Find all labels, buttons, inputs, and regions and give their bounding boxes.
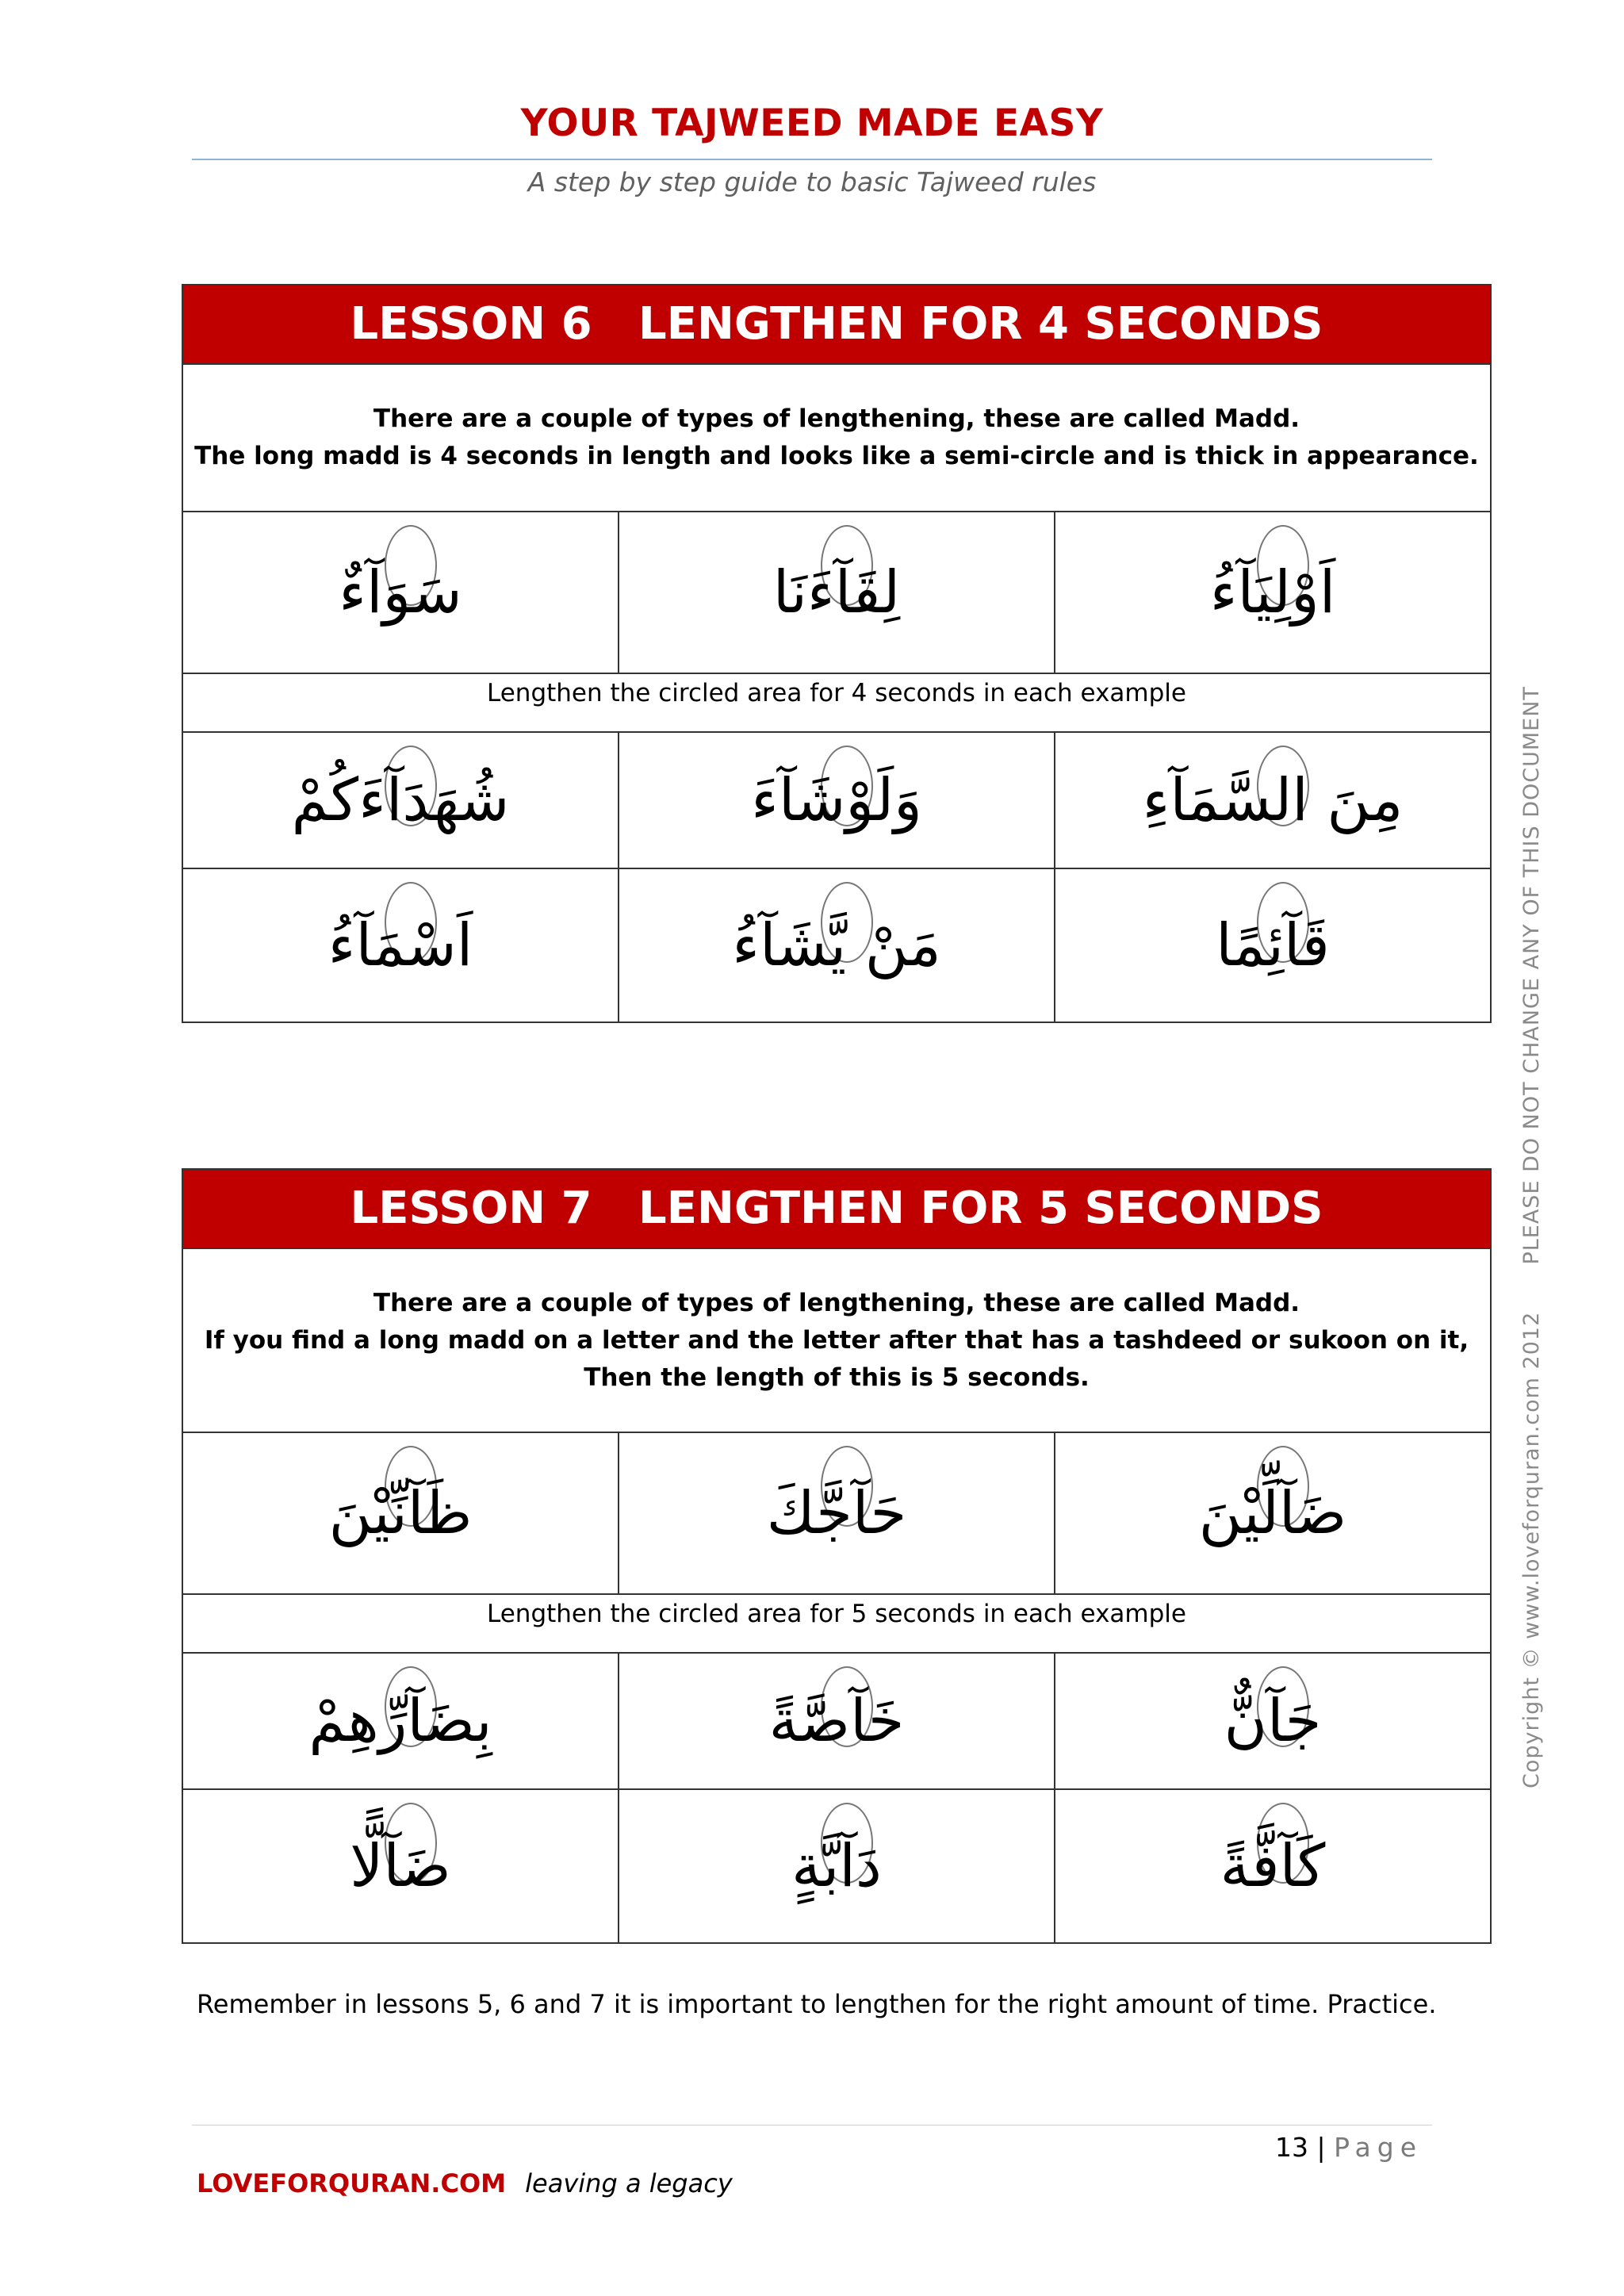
example-cell (1055, 1433, 1490, 1593)
example-cell (1055, 1790, 1490, 1942)
arabic-word: وَلَوْشَآءَ (751, 766, 922, 834)
copyright-text: Copyright © www.loveforquran.com 2012 (1519, 1311, 1544, 1788)
arabic-word: ظَآنِّيْنَ (328, 1479, 473, 1547)
arabic-word: كَآفَّةً (1220, 1832, 1326, 1900)
arabic-word: اَسْمَآءُ (327, 911, 473, 979)
lesson-6-description (183, 365, 1490, 512)
lesson-7-table (182, 1168, 1492, 1944)
arabic-word: لِقَآءَنَا (772, 558, 901, 627)
arabic-word: حَآجَّكَ (766, 1479, 907, 1547)
lesson-7-caption: Lengthen the circled area for 5 seconds in each example (183, 1595, 1490, 1654)
example-cell (183, 1654, 619, 1788)
lesson-7-example-row-1 (183, 1433, 1490, 1595)
lesson-7-title: LESSON 7 LENGTHEN FOR 5 SECONDS (183, 1170, 1490, 1249)
lesson-6-table (182, 284, 1492, 1023)
lesson-6-desc-line-2: The long madd is 4 seconds in length and looks like a semi-circle and is thick in appearance. (194, 442, 1479, 470)
arabic-word: قَآئِمًا (1216, 911, 1330, 979)
document-title: YOUR TAJWEED MADE EASY (520, 102, 1104, 145)
page-word: Page (1334, 2132, 1423, 2163)
example-cell (619, 869, 1055, 1022)
lesson-7-description (183, 1249, 1490, 1433)
example-cell (183, 512, 619, 673)
arabic-word: سَوَآءٌ (339, 558, 462, 627)
page-number (1275, 2132, 1423, 2163)
lesson-6-desc-line-1: There are a couple of types of lengthening, these are called Madd. (373, 404, 1300, 433)
lesson-6-example-row-3 (183, 869, 1490, 1022)
example-cell (183, 1790, 619, 1942)
lesson-7-desc-line-1: There are a couple of types of lengthening, these are called Madd. (373, 1288, 1300, 1317)
do-not-change-warning: PLEASE DO NOT CHANGE ANY OF THIS DOCUMENT (1519, 686, 1544, 1265)
lesson-6-example-row-2 (183, 733, 1490, 869)
brand-tagline: leaving a legacy (525, 2168, 733, 2198)
document-subtitle: A step by step guide to basic Tajweed rules (527, 167, 1097, 197)
footer-brand (197, 2168, 733, 2198)
header-divider (192, 159, 1432, 160)
example-cell (183, 869, 619, 1022)
example-cell (1055, 733, 1490, 868)
page-separator: | (1316, 2132, 1326, 2163)
arabic-word: جَآنٌّ (1224, 1687, 1322, 1755)
arabic-word: بِضَآرِّهِمْ (308, 1687, 492, 1755)
arabic-word: دَآبَّةٍ (791, 1832, 882, 1900)
example-cell (1055, 869, 1490, 1022)
lesson-7-desc-line-2: If you find a long madd on a letter and the letter after that has a tashdeed or sukoon on it, (204, 1325, 1469, 1355)
example-cell (1055, 512, 1490, 673)
example-cell (619, 512, 1055, 673)
side-copyright-notice (1519, 686, 1544, 1788)
lesson-6-caption: Lengthen the circled area for 4 seconds in each example (183, 674, 1490, 733)
brand-name: LOVEFORQURAN.COM (197, 2168, 506, 2198)
example-cell (619, 1433, 1055, 1593)
lesson-7-example-row-3 (183, 1790, 1490, 1942)
example-cell (619, 733, 1055, 868)
practice-note: Remember in lessons 5, 6 and 7 it is important to lengthen for the right amount of time. Practice. (197, 1989, 1437, 2019)
example-cell (619, 1654, 1055, 1788)
arabic-word: ضَآلًّا (350, 1832, 451, 1900)
lesson-6-title: LESSON 6 LENGTHEN FOR 4 SECONDS (183, 286, 1490, 365)
example-cell (619, 1790, 1055, 1942)
example-cell (1055, 1654, 1490, 1788)
arabic-word: اَوْلِيَآءُ (1209, 558, 1336, 627)
example-cell (183, 733, 619, 868)
example-cell (183, 1433, 619, 1593)
arabic-word: خَآصَّةً (768, 1687, 905, 1755)
lesson-7-example-row-2 (183, 1654, 1490, 1790)
page-number-value: 13 (1274, 2132, 1308, 2163)
arabic-word: مِنَ السَّمَآءِ (1142, 766, 1404, 834)
arabic-word: شُهَدَآءَكُمْ (291, 766, 510, 834)
arabic-word: مَنْ يَّشَآءُ (732, 911, 941, 979)
arabic-word: ضَآلِّيْنَ (1198, 1479, 1347, 1547)
lesson-6-example-row-1 (183, 512, 1490, 674)
lesson-7-desc-line-3: Then the length of this is 5 seconds. (584, 1363, 1090, 1392)
